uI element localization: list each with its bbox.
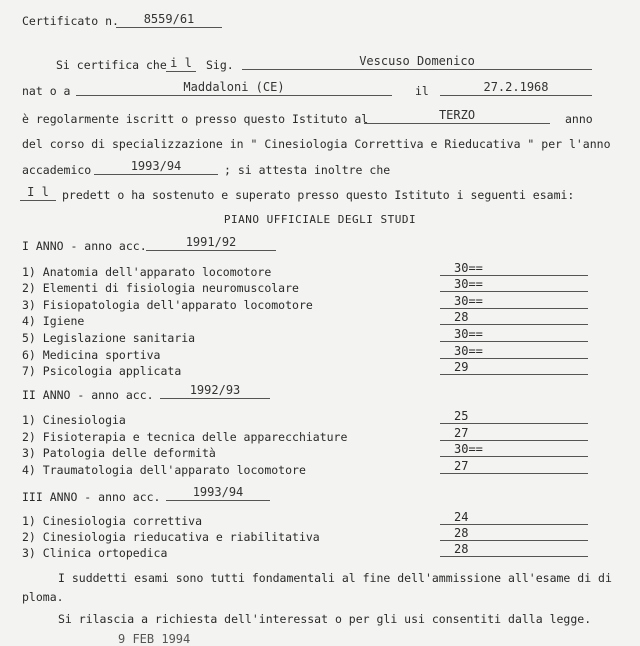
intro-line1-prefix: Si certifica che	[56, 58, 167, 72]
sig-label: Sig.	[206, 58, 234, 72]
exam-name: 2) Elementi di fisiologia neuromuscolare	[22, 281, 299, 295]
cert-number: 8559/61	[116, 12, 222, 28]
student-name: Vescuso Domenico	[242, 54, 592, 70]
year-1-label: I ANNO - anno acc.	[22, 239, 147, 253]
date-stamp: 9 FEB 1994	[118, 632, 191, 646]
intro-line3-prefix: è regolarmente iscritt o presso questo Istituto al	[22, 112, 369, 126]
exam-grade: 24	[440, 510, 588, 525]
exam-grade: 30==	[440, 442, 588, 457]
exam-grade: 28	[440, 310, 588, 325]
birthplace: Maddaloni (CE)	[76, 80, 392, 96]
academic-year: 1993/94	[94, 159, 218, 175]
year-3-acc: 1993/94	[166, 485, 270, 501]
exam-name: 4) Igiene	[22, 314, 85, 328]
exam-name: 5) Legislazione sanitaria	[22, 331, 196, 345]
footer-line1: I suddetti esami sono tutti fondamentali al fine dell'ammissione all'esame di di	[58, 571, 612, 585]
year-3-label: III ANNO - anno acc.	[22, 490, 161, 504]
year-1-acc: 1991/92	[146, 235, 276, 251]
exam-grade: 30==	[440, 261, 588, 276]
year-2-label: II ANNO - anno acc.	[22, 388, 154, 402]
exam-name: 4) Traumatologia dell'apparato locomotore	[22, 463, 306, 477]
intro-line6: predett o ha sostenuto e superato presso questo Istituto i seguenti esami:	[62, 188, 575, 202]
intro-line4: del corso di specializzazione in " Cinesiologia Correttiva e Rieducativa " per l'anno	[22, 137, 611, 151]
exam-grade: 30==	[440, 277, 588, 292]
article: i l	[166, 56, 196, 72]
intro-line5-suffix: ; si attesta inoltre che	[224, 163, 391, 177]
line6-article: I l	[20, 185, 56, 201]
course-year: TERZO	[364, 108, 550, 124]
exam-grade: 29	[440, 360, 588, 375]
nato-label: nat o a	[22, 84, 71, 98]
exam-grade: 30==	[440, 327, 588, 342]
exam-grade: 28	[440, 542, 588, 557]
il-label: il	[415, 84, 429, 98]
exam-name: 1) Cinesiologia	[22, 413, 126, 427]
anno-label: anno	[565, 112, 593, 126]
plan-title: PIANO UFFICIALE DEGLI STUDI	[223, 213, 417, 226]
exam-grade: 27	[440, 459, 588, 474]
exam-name: 2) Cinesiologia rieducativa e riabilitativa	[22, 530, 320, 544]
footer-line3: Si rilascia a richiesta dell'interessat o per gli usi consentiti dalla legge.	[58, 612, 592, 626]
intro-line5-prefix: accademico	[22, 163, 92, 177]
exam-grade: 28	[440, 526, 588, 541]
footer-line2: ploma.	[22, 590, 64, 604]
exam-grade: 30==	[440, 344, 588, 359]
birthdate: 27.2.1968	[440, 80, 592, 96]
exam-name: 1) Cinesiologia correttiva	[22, 514, 203, 528]
exam-name: 3) Patologia delle deformità	[22, 446, 216, 460]
exam-name: 2) Fisioterapia e tecnica delle apparecchiature	[22, 430, 348, 444]
exam-name: 1) Anatomia dell'apparato locomotore	[22, 265, 272, 279]
exam-name: 7) Psicologia applicata	[22, 364, 182, 378]
exam-name: 3) Fisiopatologia dell'apparato locomotore	[22, 298, 313, 312]
exam-grade: 25	[440, 409, 588, 424]
exam-name: 6) Medicina sportiva	[22, 348, 161, 362]
year-2-acc: 1992/93	[160, 383, 270, 399]
cert-label: Certificato n.	[22, 14, 119, 28]
exam-name: 3) Clinica ortopedica	[22, 546, 168, 560]
exam-grade: 27	[440, 426, 588, 441]
exam-grade: 30==	[440, 294, 588, 309]
